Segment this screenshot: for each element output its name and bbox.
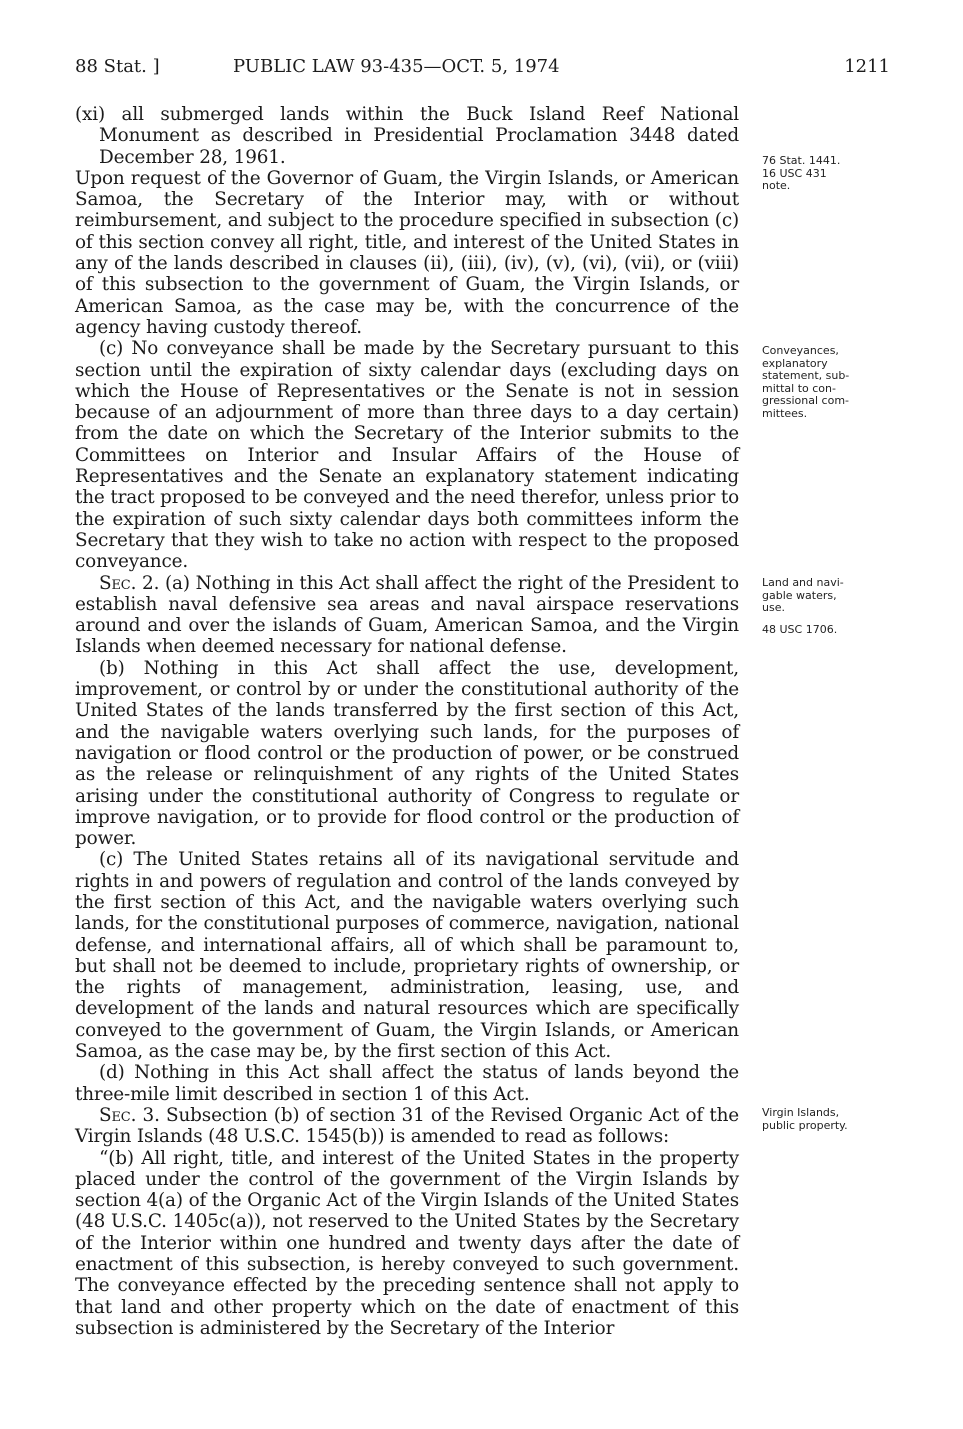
header-page-number: 1211 <box>844 56 890 77</box>
margin-note-land-waters: Land and navi- gable waters, use. <box>762 576 844 614</box>
paragraph-xi: (xi) all submerged lands within the Buck Island Reef National Monument as described in Presidential Proclamation 3448 dated December 28, 1961. <box>75 104 739 168</box>
paragraph-sec-2c: (c) The United States retains all of its navigational servitude and rights in and powers of regulation and control of the lands conveyed by the first section of this Act, and the navigable waters overlying such lands, for the constitutional purposes of commerce, navigation, national defense, and international affairs, all of which shall be paramount to, but shall not be deemed to include, proprietary rights of ownership, or the rights of management, administration, leasing, use, and development of the lands and natural resources which are specifically conveyed to the government of Guam, the Virgin Islands, or American Samoa, as the case may be, by the first section of this Act. <box>75 849 739 1063</box>
paragraph-sec-2b: (b) Nothing in this Act shall affect the use, development, improvement, or control by or under the constitutional authority of the United States of the lands transferred by the first section of this Act, and the navigable waters overlying such lands, for the purposes of navigation or flood control or the production of power, or be construed as the release or relinquishment of any rights of the United States arising under the constitutional authority of Congress to regulate or improve navigation, or to provide for flood control or the production of power. <box>75 657 739 850</box>
section-label: Sec. <box>99 572 137 594</box>
paragraph-sec-2a <box>75 573 739 658</box>
sec-3-text: 3. Subsection (b) of section 31 of the Revised Organic Act of the Virgin Islands (48 U.S.C. 1545(b)) is amended to read as follows: <box>75 1104 739 1148</box>
margin-note-citation: 76 Stat. 1441. 16 USC 431 note. <box>762 154 841 192</box>
header-volume: 88 Stat. ] <box>75 56 160 77</box>
paragraph-sec-3 <box>75 1105 739 1148</box>
paragraph-conveyance-request: Upon request of the Governor of Guam, the Virgin Islands, or American Samoa, the Secretary of the Interior may, with or without reimbursement, and subject to the procedure specified in subsection (c) of this section convey all right, title, and interest of the United States in any of the lands described in clauses (ii), (iii), (iv), (v), (vi), (vii), or (viii) of this subsection to the government of Guam, the Virgin Islands, or American Samoa, as the case may be, with the concurrence of the agency having custody thereof. <box>75 167 739 338</box>
section-label: Sec. <box>99 1104 137 1126</box>
page-header <box>75 56 890 86</box>
paragraph-sec-2d: (d) Nothing in this Act shall affect the status of lands beyond the three-mile limit described in section 1 of this Act. <box>75 1062 739 1105</box>
margin-note-usc-1706: 48 USC 1706. <box>762 623 838 636</box>
header-title: PUBLIC LAW 93-435—OCT. 5, 1974 <box>233 56 560 77</box>
margin-note-conveyances: Conveyances, explanatory statement, sub- mittal to con- gressional com- mittees. <box>762 344 850 420</box>
margin-note-virgin-islands: Virgin Islands, public property. <box>762 1106 848 1132</box>
sec-2a-text: 2. (a) Nothing in this Act shall affect the right of the President to establish naval defensive sea areas and naval airspace reservations around and over the islands of Guam, American Samoa, and the Virgin Islands when deemed necessary for national defense. <box>75 572 739 658</box>
body-text <box>75 104 739 1339</box>
paragraph-subsection-c: (c) No conveyance shall be made by the Secretary pursuant to this section until the expiration of sixty calendar days (excluding days on which the House of Representatives or the Senate is not in session because of an adjournment of more than three days to a day certain) from the date on which the Secretary of the Interior submits to the Committees on Interior and Insular Affairs of the House of Representatives and the Senate an explanatory statement indicating the tract proposed to be conveyed and the need therefor, unless prior to the expiration of such sixty calendar days both committees inform the Secretary that they wish to take no action with respect to the proposed conveyance. <box>75 338 740 573</box>
paragraph-amended-b: “(b) All right, title, and interest of the United States in the property placed under the control of the government of the Virgin Islands by section 4(a) of the Organic Act of the Virgin Islands of the United States (48 U.S.C. 1405c(a)), not reserved to the United States by the Secretary of the Interior within one hundred and twenty days after the date of enactment of this subsection, is hereby conveyed to such government. The conveyance effected by the preceding sentence shall not apply to that land and other property which on the date of enactment of this subsection is administered by the Secretary of the Interior <box>75 1147 739 1339</box>
